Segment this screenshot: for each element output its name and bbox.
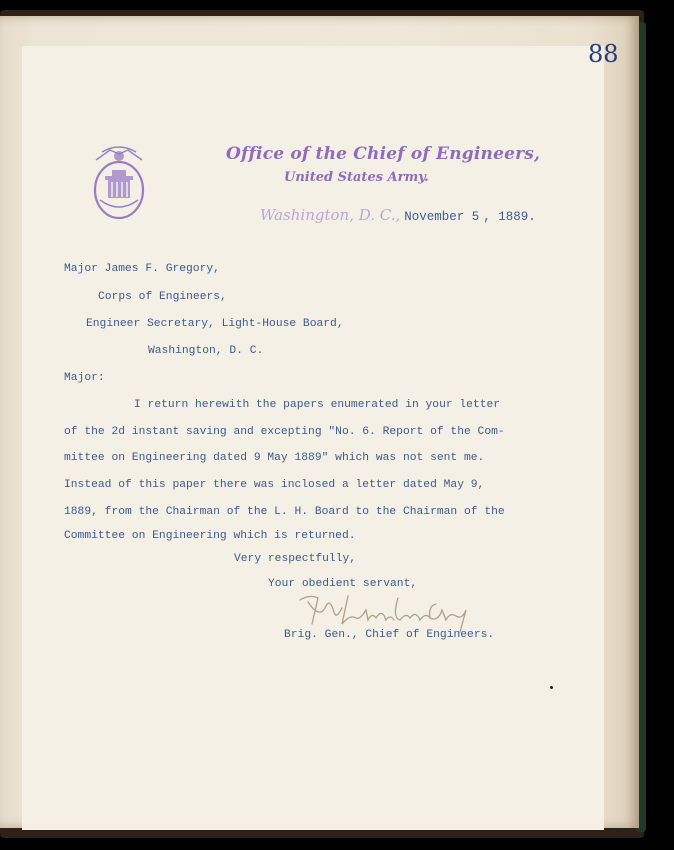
engineers-seal-icon [88,140,150,222]
address-name: Major James F. Gregory, [64,263,220,275]
ink-speck [550,686,553,689]
body-line: of the 2d instant saving and excepting "No. 6. Report of the Com- [64,426,505,438]
salutation: Major: [64,372,105,384]
body-line: 1889, from the Chairman of the L. H. Board to the Chairman of the [64,506,505,518]
dateline [260,206,536,224]
handwritten-signature [296,590,476,634]
closing-servant: Your obedient servant, [268,578,418,590]
closing-respectfully: Very respectfully, [234,553,357,565]
body-line: I return herewith the papers enumerated in your letter [134,399,501,411]
page-number: 88 [588,40,619,68]
dateline-place: Washington, D. C., [260,206,401,224]
address-line-2: Engineer Secretary, Light-House Board, [86,318,344,330]
dateline-date: November 5 [404,210,480,224]
letterhead-army: United States Army. [284,170,429,185]
address-line-3: Washington, D. C. [148,345,264,357]
body-line: Instead of this paper there was inclosed a letter dated May 9, [64,479,485,491]
dateline-year: , 1889. [483,210,536,224]
address-line-1: Corps of Engineers, [98,291,227,303]
signatory-title: Brig. Gen., Chief of Engineers. [284,629,495,641]
letterhead-office: Office of the Chief of Engineers, [226,144,541,164]
body-line: Committee on Engineering which is returned. [64,530,356,542]
body-line: mittee on Engineering dated 9 May 1889" which was not sent me. [64,452,485,464]
